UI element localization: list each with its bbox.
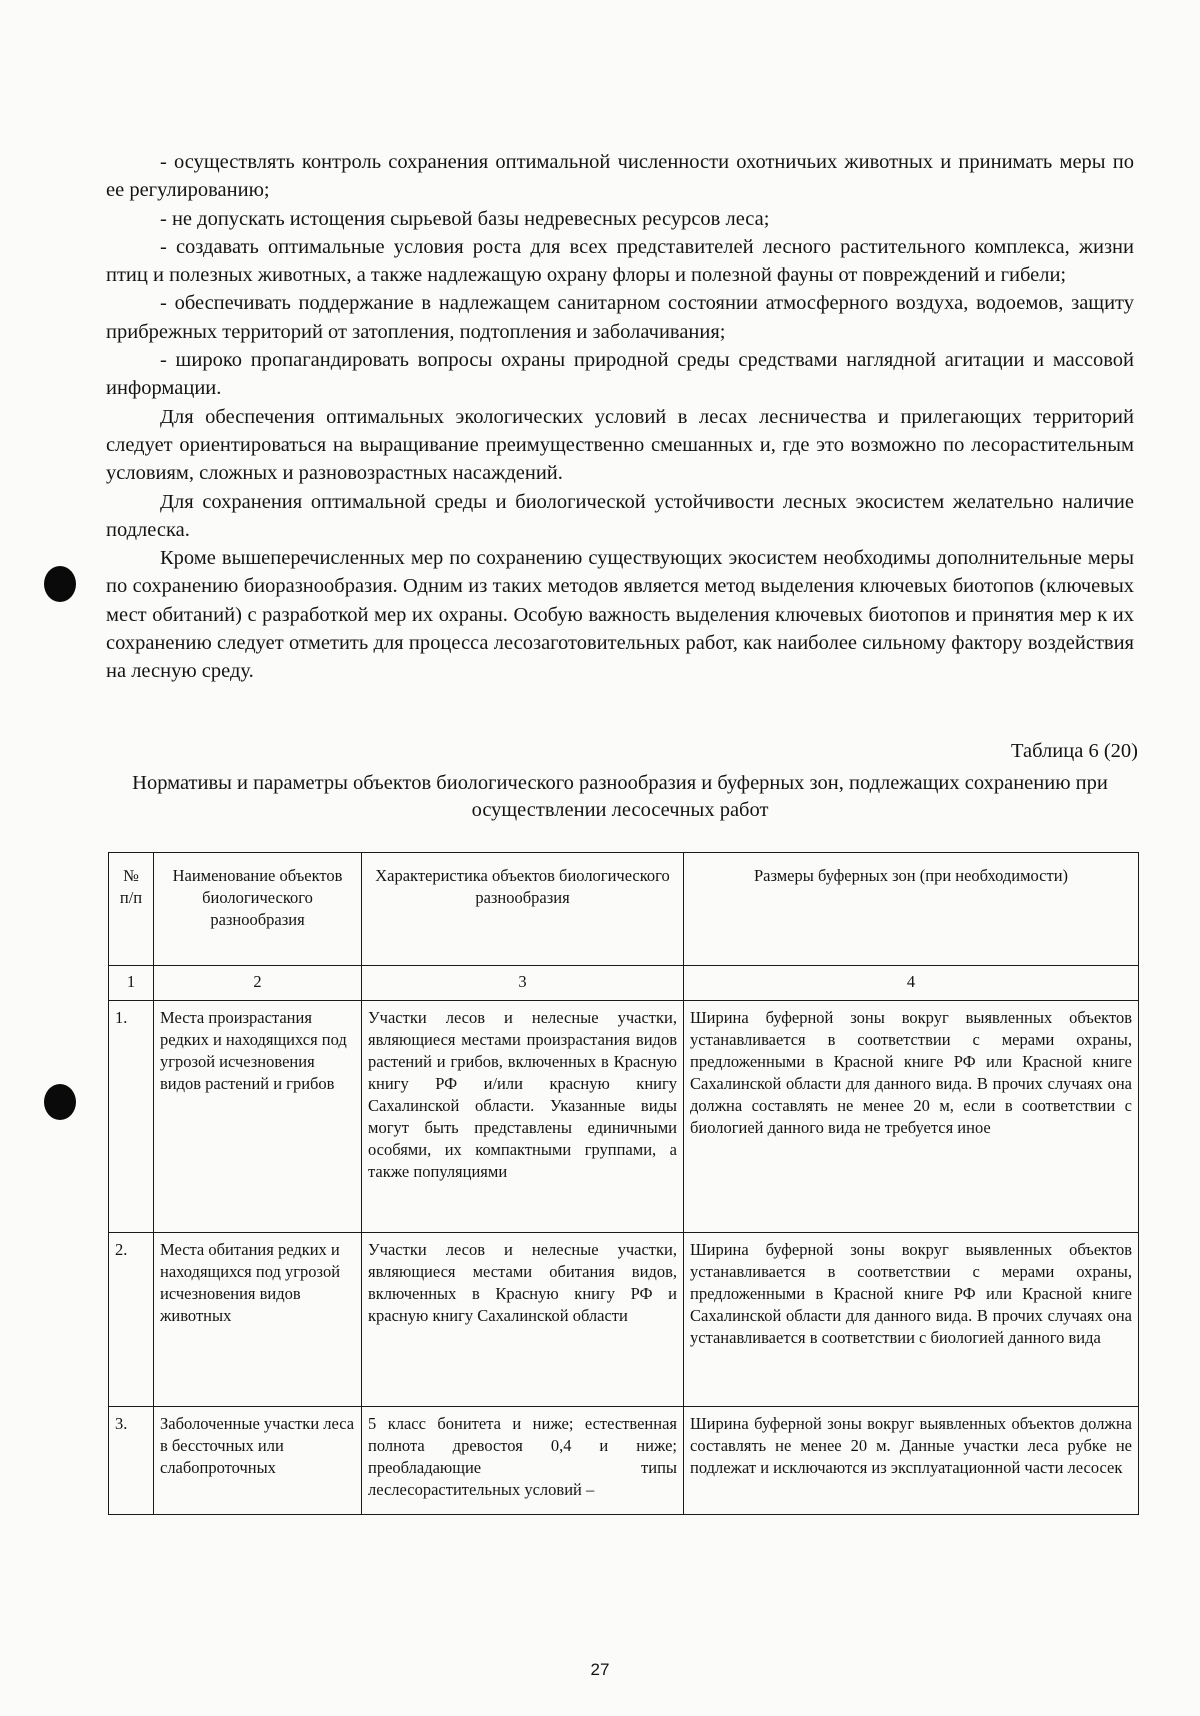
punch-hole-bottom xyxy=(44,1084,76,1120)
paragraph: Для сохранения оптимальной среды и биологической устойчивости лесных экосистем желательно наличие подлеска. xyxy=(106,490,1134,541)
norms-table xyxy=(108,852,1139,1515)
row-index: 1. xyxy=(109,1001,154,1233)
paragraph: Кроме вышеперечисленных мер по сохранению существующих экосистем необходимы дополнительные меры по сохранению биоразнообразия. Одним из таких методов является метод выделения ключевых биотопов (ключевых мест обитаний) с разработкой мер их охраны. Особую важность выделения ключевых биотопов и принятия мер к их сохранению следует отметить для процесса лесозаготовительных работ, как наиболее сильному фактору воздействия на лесную среду. xyxy=(106,547,1134,683)
buffer-size: Ширина буферной зоны вокруг выявленных объектов устанавливается в соответствии с мерами охраны, предложенными в Красной книге РФ или Красной книге Сахалинской области для данного вида. В прочих случаях она устанавливается в соответствии с биологией данного вида xyxy=(684,1233,1139,1407)
table-header-row xyxy=(109,853,1139,966)
paragraph: - широко пропагандировать вопросы охраны природной среды средствами наглядной агитации и массовой информации. xyxy=(106,349,1134,400)
header-buffer-size: Размеры буферных зон (при необходимости) xyxy=(684,853,1139,966)
object-name: Заболоченные участки леса в бессточных или слабопроточных xyxy=(154,1407,362,1515)
table-row xyxy=(109,1001,1139,1233)
object-name: Места обитания редких и находящихся под угрозой исчезновения видов животных xyxy=(154,1233,362,1407)
column-number: 3 xyxy=(362,966,684,1001)
header-characteristic: Характеристика объектов биологического разнообразия xyxy=(362,853,684,966)
row-index: 2. xyxy=(109,1233,154,1407)
buffer-size: Ширина буферной зоны вокруг выявленных объектов должна составлять не менее 20 м. Данные участки леса рубке не подлежат и исключаются из эксплуатационной части лесосек xyxy=(684,1407,1139,1515)
punch-hole-top xyxy=(44,566,76,602)
buffer-size: Ширина буферной зоны вокруг выявленных объектов устанавливается в соответствии с мерами охраны, предложенными в Красной книге РФ или Красной книге Сахалинской области для данного вида. В прочих случаях она должна составлять не менее 20 м, если в соответствии с биологией данного вида не требуется иное xyxy=(684,1001,1139,1233)
column-number: 2 xyxy=(154,966,362,1001)
paragraph: - не допускать истощения сырьевой базы недревесных ресурсов леса; xyxy=(160,207,770,230)
object-characteristic: Участки лесов и нелесные участки, являющиеся местами произрастания видов растений и грибов, включенных в Красную книгу РФ и/или красную книгу Сахалинской области. Указанные виды могут быть представлены единичными особями, их компактными группами, а также популяциями xyxy=(362,1001,684,1233)
table-label: Таблица 6 (20) xyxy=(1011,740,1138,762)
table-title: Нормативы и параметры объектов биологического разнообразия и буферных зон, подлежащих сохранению при осуществлении лесосечных работ xyxy=(132,772,1108,821)
column-number: 4 xyxy=(684,966,1139,1001)
page-number: 27 xyxy=(590,1660,610,1679)
paragraph: Для обеспечения оптимальных экологических условий в лесах лесничества и прилегающих территорий следует ориентироваться на выращивание преимущественно смешанных и, где это возможно по лесорастительным условиям, сложных и разновозрастных насаждений. xyxy=(106,405,1134,485)
header-number: № п/п xyxy=(109,853,154,966)
column-number: 1 xyxy=(109,966,154,1001)
object-characteristic: Участки лесов и нелесные участки, являющиеся местами обитания видов, включенных в Красную книгу РФ и красную книгу Сахалинской области xyxy=(362,1233,684,1407)
row-index: 3. xyxy=(109,1407,154,1515)
table-column-number-row xyxy=(109,966,1139,1001)
header-object-name: Наименование объектов биологического разнообразия xyxy=(154,853,362,966)
body-text xyxy=(106,148,1134,686)
paragraph: - осуществлять контроль сохранения оптимальной численности охотничьих животных и принимать меры по ее регулированию; xyxy=(106,151,1134,202)
paragraph: - создавать оптимальные условия роста для всех представителей лесного растительного комплекса, жизни птиц и полезных животных, а также надлежащую охрану флоры и полезной фауны от повреждений и гибели; xyxy=(106,235,1134,287)
object-name: Места произрастания редких и находящихся под угрозой исчезновения видов растений и грибов xyxy=(154,1001,362,1233)
object-characteristic: 5 класс бонитета и ниже; естественная полнота древостоя 0,4 и ниже; преобладающие типы леслесорастительных условий – xyxy=(362,1407,684,1515)
paragraph: - обеспечивать поддержание в надлежащем санитарном состоянии атмосферного воздуха, водоемов, защиту прибрежных территорий от затопления, подтопления и заболачивания; xyxy=(106,292,1134,343)
table-row xyxy=(109,1233,1139,1407)
table-row xyxy=(109,1407,1139,1515)
